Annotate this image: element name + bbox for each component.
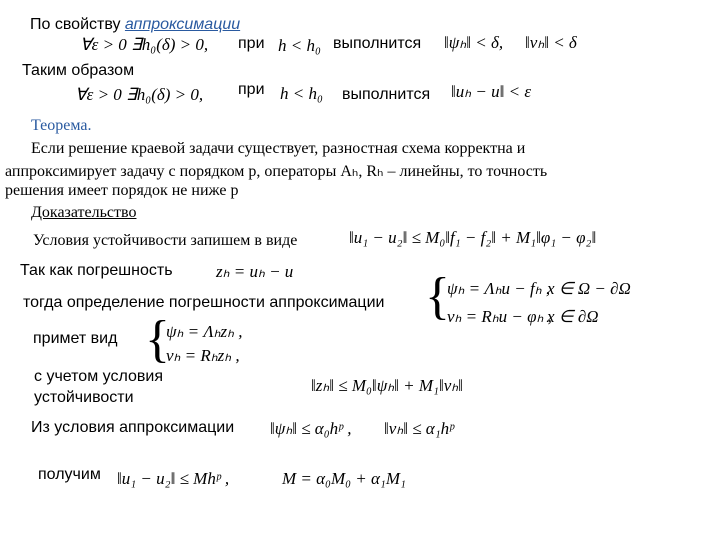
approx-domain-1: x ∈ Ω − ∂Ω bbox=[547, 279, 631, 298]
stability-text: Условия устойчивости запишем в виде bbox=[33, 232, 298, 249]
theorem-heading: Теорема. bbox=[31, 117, 92, 134]
result-text: получим bbox=[38, 466, 101, 483]
line2-result: ‖uₕ − u‖ < ε bbox=[451, 82, 532, 101]
with-stability-line-1: с учетом условия bbox=[34, 368, 163, 385]
line1-vypolnitsya: выполнится bbox=[333, 35, 422, 52]
error-formula: zₕ = uₕ − u bbox=[216, 262, 294, 281]
result-formula-2: M = α₀M₀ + α₁M₁ bbox=[282, 469, 406, 488]
line1-condition: ∀ε > 0 ∃h₀(δ) > 0, bbox=[80, 35, 209, 54]
line2-condition: ∀ε > 0 ∃h₀(δ) > 0, bbox=[75, 85, 204, 104]
stability-formula: ‖u₁ − u₂‖ ≤ M₀‖f₁ − f₂‖ + M₁‖φ₁ − φ₂‖ bbox=[349, 228, 597, 247]
approx-property-highlight: аппроксимации bbox=[124, 16, 241, 33]
theorem-line-3: решения имеет порядок не ниже p bbox=[5, 182, 239, 199]
with-stability-line-2: устойчивости bbox=[34, 389, 134, 406]
theorem-line-1: Если решение краевой задачи существует, разностная схема корректна и bbox=[31, 140, 526, 157]
approx-eq-1: ψₕ = Λₕu − fₕ , bbox=[447, 279, 551, 298]
theorem-line-2: аппроксимирует задачу с порядком p, операторы Aₕ, Rₕ – линейны, то точность bbox=[5, 163, 548, 180]
form-text: примет вид bbox=[33, 330, 118, 347]
form-eq-1: ψₕ = Λₕzₕ , bbox=[166, 322, 243, 341]
approx-definition-text: тогда определение погрешности аппроксимации bbox=[23, 294, 385, 311]
line2-h-condition: h < h₀ bbox=[280, 84, 323, 103]
line1-result-psi: ‖ψₕ‖ < δ, bbox=[444, 33, 504, 52]
form-brace: { bbox=[145, 311, 170, 368]
from-approx-text: Из условия аппроксимации bbox=[31, 419, 235, 436]
with-stability-formula: ‖zₕ‖ ≤ M₀‖ψₕ‖ + M₁‖νₕ‖ bbox=[311, 376, 463, 395]
thus-heading: Таким образом bbox=[22, 62, 135, 79]
approx-eq-2: νₕ = Rₕu − φₕ , bbox=[447, 307, 552, 326]
error-text: Так как погрешность bbox=[20, 262, 173, 279]
line1-result-nu: ‖νₕ‖ < δ bbox=[525, 33, 577, 52]
approx-domain-2: x ∈ ∂Ω bbox=[547, 307, 599, 326]
from-approx-formula-1: ‖ψₕ‖ ≤ α₀hᵖ , bbox=[270, 419, 352, 438]
line1-h-condition: h < h₀ bbox=[278, 36, 321, 55]
approx-property-prefix: По свойству bbox=[30, 16, 125, 33]
from-approx-formula-2: ‖νₕ‖ ≤ α₁hᵖ bbox=[384, 419, 454, 438]
result-formula-1: ‖u₁ − u₂‖ ≤ Mhᵖ , bbox=[117, 469, 230, 488]
approx-definition-brace: { bbox=[425, 268, 450, 325]
form-eq-2: νₕ = Rₕzₕ , bbox=[166, 346, 240, 365]
line1-pri: при bbox=[238, 35, 265, 52]
line2-pri: при bbox=[238, 81, 265, 98]
proof-heading: Доказательство bbox=[31, 204, 137, 221]
line2-vypolnitsya: выполнится bbox=[342, 86, 431, 103]
approx-property-heading bbox=[30, 16, 240, 34]
